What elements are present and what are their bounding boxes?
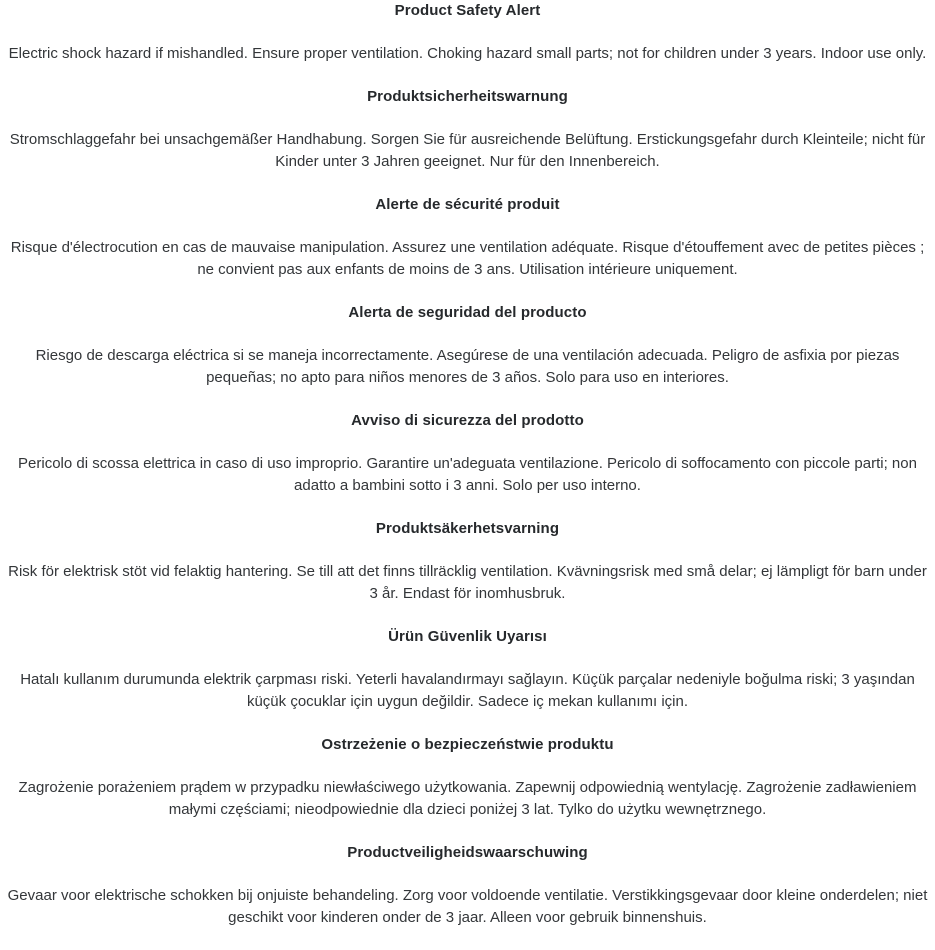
safety-heading-swedish: Produktsäkerhetsvarning bbox=[375, 520, 560, 537]
safety-section-turkish bbox=[2, 626, 933, 713]
safety-section-polish bbox=[2, 734, 933, 821]
safety-section-spanish bbox=[2, 302, 933, 389]
safety-body-german: Stromschlaggefahr bei unsachgemäßer Handhabung. Sorgen Sie für ausreichende Belüftung. Erstickungsgefahr durch Kleinteile; nicht für Kinder unter 3 Jahren geeignet. Nur für den Innenbereich. bbox=[9, 131, 926, 170]
safety-body-english: Electric shock hazard if mishandled. Ensure proper ventilation. Choking hazard small parts; not for children under 3 years. Indoor use only. bbox=[8, 45, 927, 62]
safety-section-french bbox=[2, 194, 933, 281]
safety-body-italian: Pericolo di scossa elettrica in caso di uso improprio. Garantire un'adeguata ventilazione. Pericolo di soffocamento con piccole parti; non adatto a bambini sotto i 3 anni. Solo per uso interno. bbox=[18, 455, 917, 494]
safety-heading-spanish: Alerta de seguridad del producto bbox=[348, 304, 587, 321]
safety-section-german bbox=[2, 86, 933, 173]
safety-section-swedish bbox=[2, 518, 933, 605]
safety-heading-italian: Avviso di sicurezza del prodotto bbox=[351, 412, 584, 429]
safety-section-italian bbox=[2, 410, 933, 497]
safety-section-english bbox=[2, 0, 933, 65]
safety-heading-french: Alerte de sécurité produit bbox=[375, 196, 560, 213]
safety-section-dutch bbox=[2, 842, 933, 929]
safety-body-french: Risque d'électrocution en cas de mauvaise manipulation. Assurez une ventilation adéquate. Risque d'étouffement avec de petites pièces ; ne convient pas aux enfants de moins de 3 ans. Utilisation intérieure uniquement. bbox=[10, 239, 925, 278]
safety-body-turkish: Hatalı kullanım durumunda elektrik çarpması riski. Yeterli havalandırmayı sağlayın. Küçük parçalar nedeniyle boğulma riski; 3 yaşından küçük çocuklar için uygun değildir. Sadece iç mekan kullanımı için. bbox=[20, 671, 915, 710]
safety-heading-dutch: Productveiligheidswaarschuwing bbox=[347, 844, 588, 861]
safety-body-swedish: Risk för elektrisk stöt vid felaktig hantering. Se till att det finns tillräcklig ventilation. Kvävningsrisk med små delar; ej lämpligt för barn under 3 år. Endast för inomhusbruk. bbox=[8, 563, 927, 602]
safety-heading-turkish: Ürün Güvenlik Uyarısı bbox=[388, 628, 547, 645]
safety-heading-german: Produktsicherheitswarnung bbox=[367, 88, 568, 105]
safety-body-spanish: Riesgo de descarga eléctrica si se maneja incorrectamente. Asegúrese de una ventilación adecuada. Peligro de asfixia por piezas pequeñas; no apto para niños menores de 3 años. Solo para uso en interiores. bbox=[35, 347, 900, 386]
safety-heading-english: Product Safety Alert bbox=[394, 2, 541, 19]
safety-heading-polish: Ostrzeżenie o bezpieczeństwie produktu bbox=[321, 736, 614, 753]
safety-body-dutch: Gevaar voor elektrische schokken bij onjuiste behandeling. Zorg voor voldoende ventilatie. Verstikkingsgevaar door kleine onderdelen; niet geschikt voor kinderen onder de 3 jaar. Alleen voor gebruik binnenshuis. bbox=[7, 887, 928, 926]
safety-body-polish: Zagrożenie porażeniem prądem w przypadku niewłaściwego użytkowania. Zapewnij odpowiednią wentylację. Zagrożenie zadławieniem małymi częściami; nieodpowiednie dla dzieci poniżej 3 lat. Tylko do użytku wewnętrznego. bbox=[18, 779, 917, 818]
